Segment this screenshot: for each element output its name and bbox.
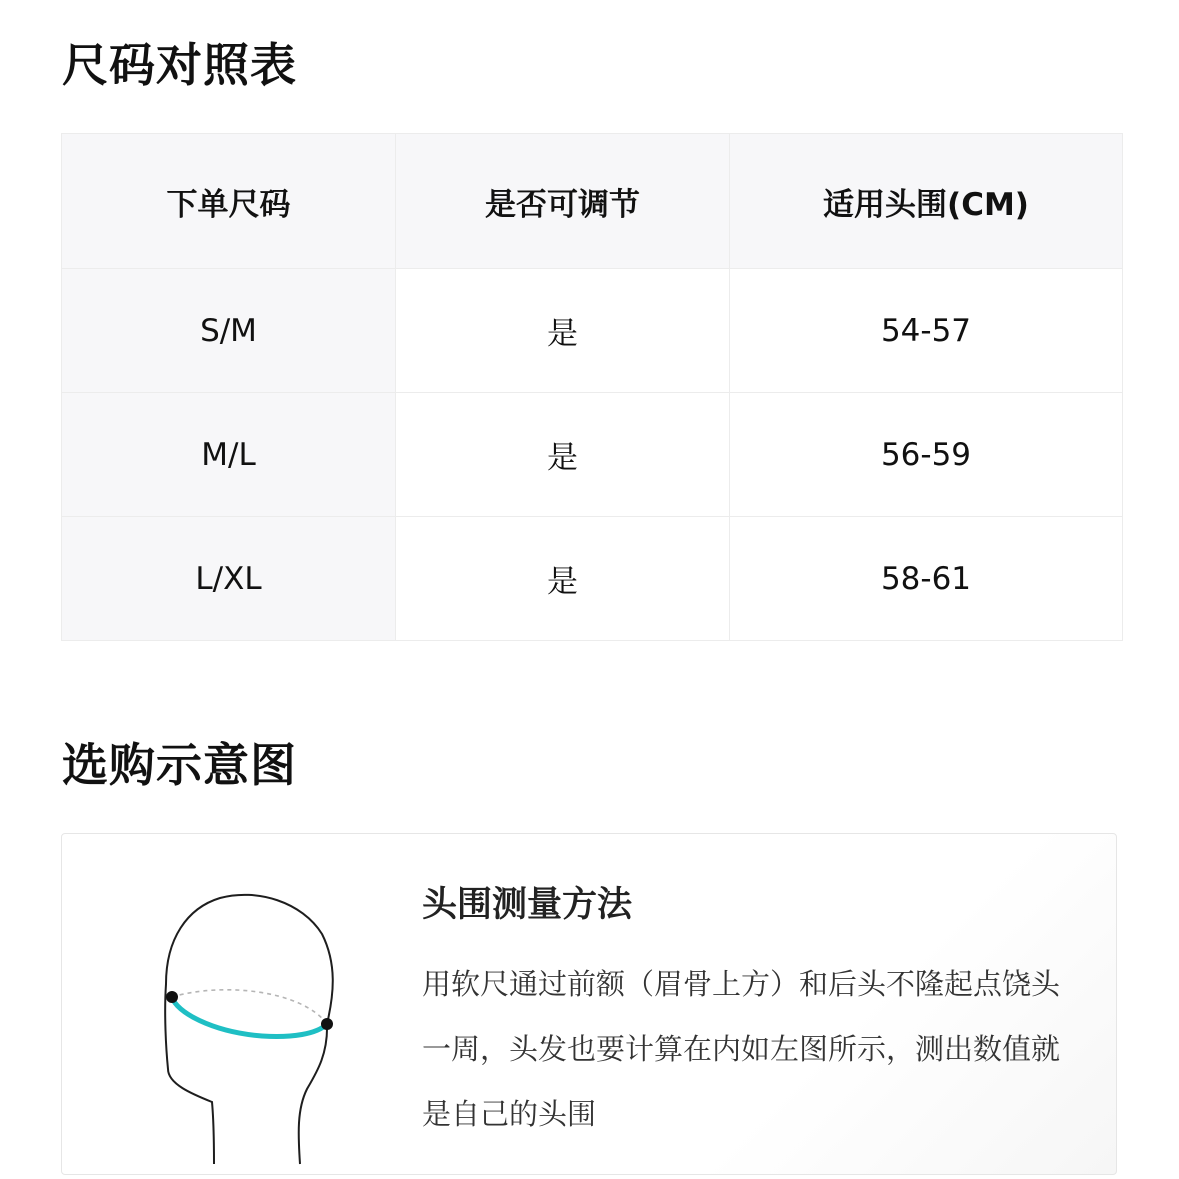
- head-circumference-cell: 54-57: [730, 269, 1123, 393]
- guide-title: 选购示意图: [62, 738, 297, 792]
- measurement-guide-card: [61, 833, 1117, 1175]
- adjustable-cell: 是: [396, 269, 730, 393]
- head-circumference-cell: 56-59: [730, 393, 1123, 517]
- size-chart-table: [61, 133, 1123, 641]
- size-cell: S/M: [62, 269, 396, 393]
- table-header-row: [62, 134, 1123, 269]
- head-circumference-cell: 58-61: [730, 517, 1123, 641]
- adjustable-cell: 是: [396, 517, 730, 641]
- head-measurement-icon: [152, 884, 352, 1178]
- table-row: [62, 517, 1123, 641]
- size-cell: M/L: [62, 393, 396, 517]
- size-chart-title: 尺码对照表: [62, 38, 297, 92]
- size-cell: L/XL: [62, 517, 396, 641]
- table-row: [62, 393, 1123, 517]
- table-row: [62, 269, 1123, 393]
- header-adjustable: 是否可调节: [396, 134, 730, 269]
- method-title: 头围测量方法: [422, 885, 633, 925]
- header-head-circumference: 适用头围(CM): [730, 134, 1123, 269]
- adjustable-cell: 是: [396, 393, 730, 517]
- header-order-size: 下单尺码: [62, 134, 396, 269]
- method-description: 用软尺通过前额（眉骨上方）和后头不隆起点饶头一周，头发也要计算在内如左图所示，测出数值就是自己的头围: [422, 967, 1061, 1131]
